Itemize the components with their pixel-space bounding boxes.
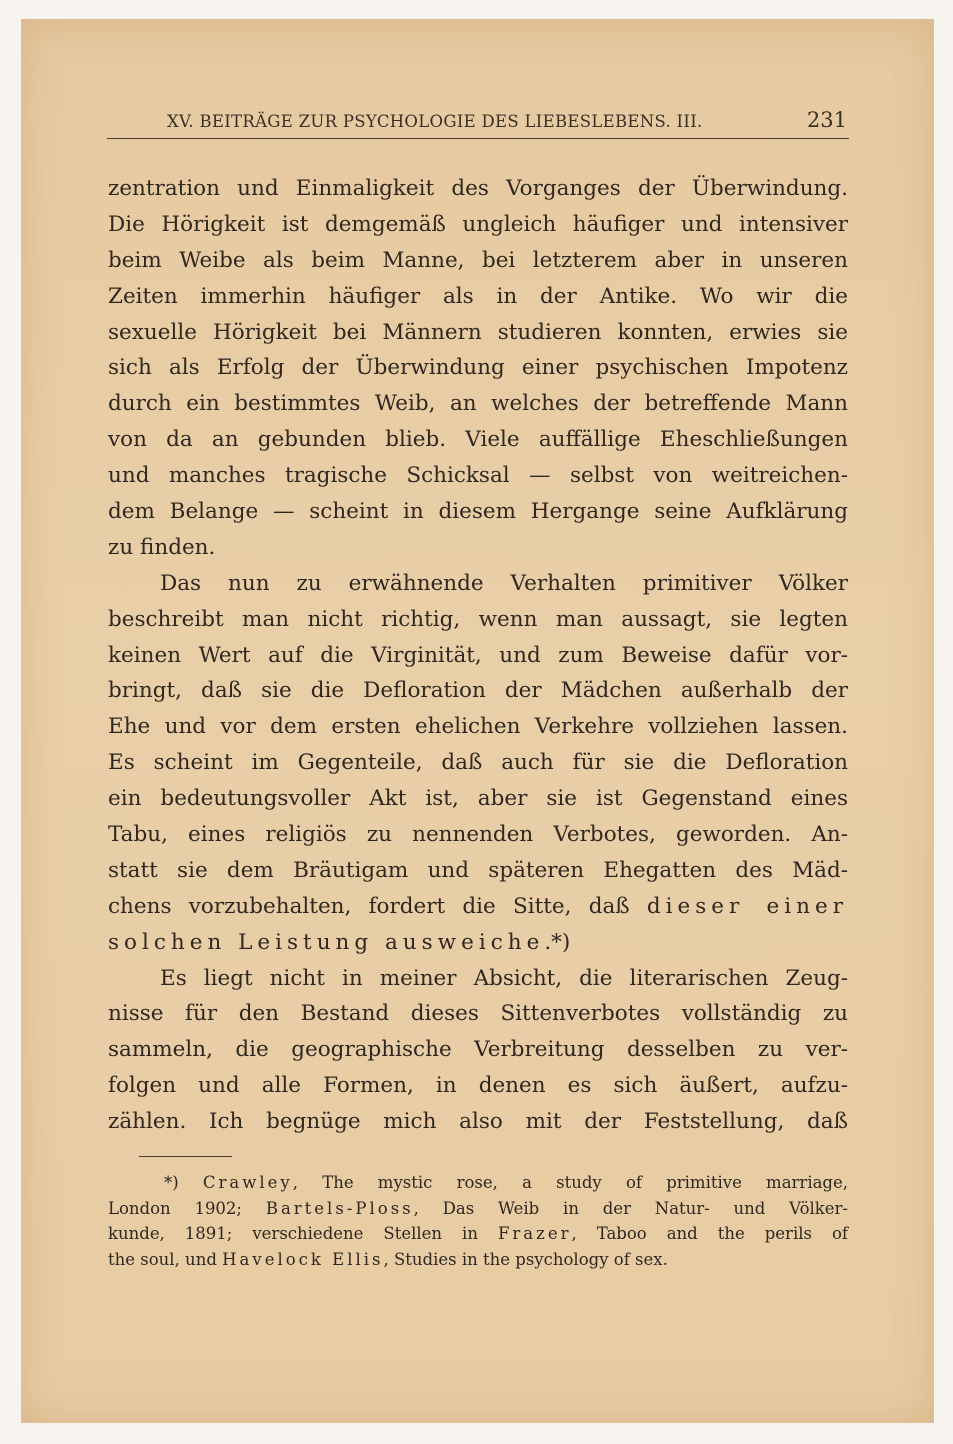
text-line: zu finden. [108, 534, 216, 560]
text-line: sich als Erfolg der Überwindung einer psychischen Impotenz [108, 355, 848, 381]
text-line: beschreibt man nicht richtig, wenn man aussagt, sie legten [108, 606, 848, 632]
footnote-author: Bartels-Ploss [265, 1198, 414, 1218]
footnote-author: Crawley [202, 1173, 293, 1192]
text-line: sammeln, die geographische Verbreitung desselben zu ver- [108, 1037, 848, 1063]
text-line: statt sie dem Bräutigam und späteren Ehegatten des Mäd- [108, 857, 848, 883]
footnote-author: Frazer [497, 1224, 572, 1243]
paragraph-start: Es liegt nicht in meiner Absicht, die literarischen Zeug- [160, 965, 848, 991]
footnote-line [108, 1170, 848, 1196]
footnote-text: kunde, 1891; verschiedene Stellen in [108, 1224, 478, 1243]
footnote-line [108, 1247, 848, 1273]
footnote-text: , The mystic rose, a study of primitive marriage, [292, 1173, 849, 1192]
footnote-text: , Taboo and the perils of [571, 1224, 848, 1243]
running-title: XV. BEITRÄGE ZUR PSYCHOLOGIE DES LIEBESLEBENS. III. [167, 112, 703, 131]
footnote-text: London 1902; [108, 1198, 242, 1218]
text-line: Ehe und vor dem ersten ehelichen Verkehre vollziehen lassen. [108, 714, 848, 740]
text-line [108, 925, 848, 961]
spaced-emphasis: solchen Leistung ausweiche [108, 929, 545, 955]
text-line: dem Belange — scheint in diesem Hergange seine Aufklärung [108, 499, 848, 525]
text-line: bringt, daß sie die Defloration der Mädchen außerhalb der [108, 678, 848, 704]
text-line: sexuelle Hörigkeit bei Männern studieren konnten, erwies sie [108, 319, 848, 345]
footnote-reference: .*) [544, 929, 571, 955]
text-line: keinen Wert auf die Virginität, und zum Beweise dafür vor- [108, 642, 848, 668]
footnote [108, 1170, 848, 1272]
footnote-text: , Studies in the psychology of sex. [383, 1249, 668, 1269]
text-line: und manches tragische Schicksal — selbst von weitreichen- [108, 463, 848, 489]
text-line: zentration und Einmaligkeit des Vorganges der Überwindung. [108, 176, 848, 201]
text-line: beim Weibe als beim Manne, bei letzterem aber in unseren [108, 247, 848, 273]
page-number: 231 [806, 108, 847, 132]
main-text [108, 171, 848, 1140]
text-line: Es scheint im Gegenteile, daß auch für sie die Defloration [108, 750, 848, 776]
text-line: Die Hörigkeit ist demgemäß ungleich häufiger und intensiver [108, 211, 848, 237]
footnote-marker: *) [164, 1173, 179, 1192]
text-line: folgen und alle Formen, in denen es sich äußert, aufzu- [108, 1073, 848, 1099]
text-line: nisse für den Bestand dieses Sittenverbotes vollständig zu [108, 1001, 848, 1027]
text-line: Tabu, eines religiös zu nennenden Verbotes, geworden. An- [108, 822, 848, 848]
running-header [107, 108, 849, 139]
footnote-text: the soul, und [108, 1249, 217, 1269]
text-segment: chens vorzubehalten, fordert die Sitte, daß [108, 893, 630, 919]
text-line: durch ein bestimmtes Weib, an welches der betreffende Mann [108, 391, 848, 417]
text-line: von da an gebunden blieb. Viele auffällige Eheschließungen [108, 427, 848, 453]
text-line: zählen. Ich begnüge mich also mit der Feststellung, daß [108, 1109, 848, 1135]
footnote-line [108, 1221, 848, 1247]
text-line: Zeiten immerhin häufiger als in der Antike. Wo wir die [108, 283, 848, 309]
paragraph-start: Das nun zu erwähnende Verhalten primitiver Völker [160, 570, 848, 596]
text-line [108, 889, 848, 925]
footnote-divider [139, 1156, 232, 1157]
text-line: ein bedeutungsvoller Akt ist, aber sie ist Gegenstand eines [108, 786, 848, 812]
footnote-line [108, 1196, 848, 1222]
footnote-text: , Das Weib in der Natur- und Völker- [413, 1198, 849, 1218]
footnote-author: Havelock Ellis [222, 1249, 384, 1269]
spaced-emphasis: dieser einer [646, 893, 848, 919]
